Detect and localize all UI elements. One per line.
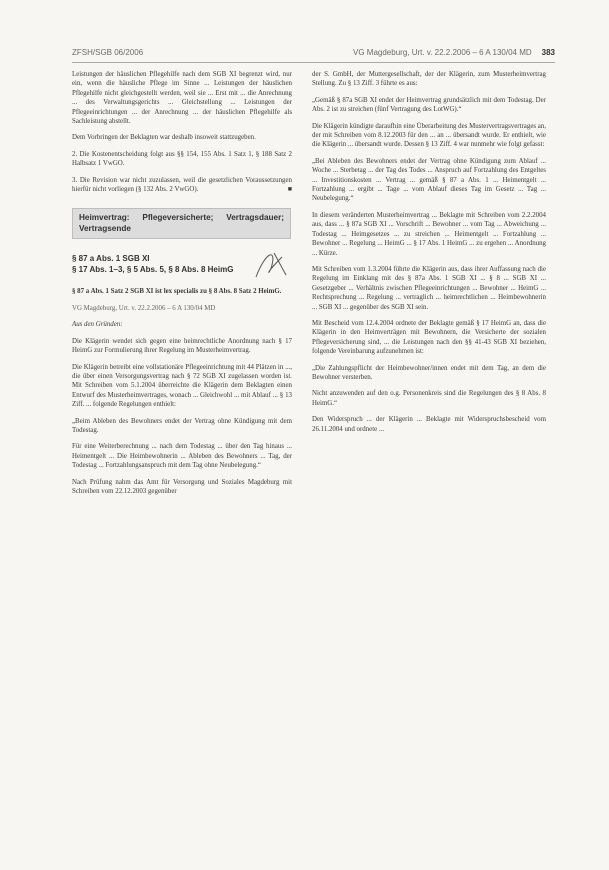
paragraph [72, 176, 292, 195]
topic-box: Heimvertrag: Pflegeversicherte; Vertragsdauer; Vertragsende [72, 208, 291, 239]
paragraph: Dem Vorbringen der Beklagten war deshalb insoweit stattzugeben. [72, 134, 256, 142]
paragraph: Leistungen der häuslichen Pflegehilfe nach dem SGB XI begrenzt wird, nur ein, wenn die häusliche Pflege im Sinne ... Leistungen der häuslichen Pflegehilfe nicht gleichgestellt werden, weil sie ... Erst mit ... die Anrechnung ... des Verwaltungsgerichts ... Gleichstellung ... Leistungen der Pflegeeinrichtungen ... der Anrechnung ... der häuslichen Pflegehilfe als Sachleistung abstellt. [72, 71, 292, 126]
paragraph: Die Klägerin betreibt eine vollstationäre Pflegeeinrichtung mit 44 Plätzen in ..., die über einen Versorgungsvertrag nach § 72 SGB XI zugelassen worden ist. Mit Schreiben vom 5.1.2004 überreichte die Klägerin dem Beklagten einen Entwurf des Musterheimvertrages, wonach ... Gleichwohl ... mit Ablauf ... § 13 Ziff. ... folgende Regelungen enthielt: [72, 363, 292, 409]
norm-reference: § 87 a Abs. 1 SGB XI [72, 254, 150, 264]
end-of-article-mark: ■ [287, 185, 292, 194]
handwritten-mark-icon [252, 247, 292, 283]
header-rule [72, 62, 555, 63]
court-citation: VG Magdeburg, Urt. v. 22.2.2006 – 6 A 130/04 MD [72, 304, 216, 312]
quotation: „Bei Ableben des Bewohners endet der Vertrag ohne Kündigung zum Ablauf ... Woche ... Sterbetag ... der Tag des Todes ... Anspruch auf Fortzahlung des Entgeltes ... Investitionskosten ... Vertrag ... gemäß § 87 a Abs. 1 ... Heimentgelt ... Fortzahlung ... ergibt ... Tage ... vom Ablauf dieses Tag im Gesetz ... Tag ... Neubelegung.“ [312, 157, 546, 203]
journal-issue: ZFSH/SGB 06/2006 [72, 48, 144, 57]
page-number: 383 [541, 48, 555, 57]
paragraph: Nach Prüfung nahm das Amt für Versorgung und Soziales Magdeburg mit Schreiben vom 22.12.2003 gegenüber [72, 478, 292, 495]
quotation: „Die Zahlungspflicht der Heimbewohner/innen endet mit dem Tag, an dem die Bewohner versterben. [312, 364, 546, 381]
quotation: „Beim Ableben des Bewohners endet der Vertrag ohne Kündigung mit dem Todestag. [72, 417, 292, 434]
norm-references [72, 253, 292, 275]
left-column [72, 70, 292, 503]
paragraph: Mit Schreiben vom 1.3.2004 führte die Klägerin aus, dass ihrer Auffassung nach die Regelung im Einklang mit des § 87a Abs. 1 SGB XI ... § 8 ... SGB XI ... Gesetzgeber ... Verhältnis zwischen Pflegeeinrichtungen ... Bewohner ... HeimG ... Rechtsprechung ... Regelung ... vertraglich ... heimrechtlichen ... Heimbewohnerin ... SGB XI ... gegenüber des SGB XI sein. [312, 265, 546, 311]
paragraph: Mit Bescheid vom 12.4.2004 ordnete der Beklagte gemäß § 17 HeimG an, dass die Klägerin in den Heimverträgen mit Bewohnern, die Versicherte der sozialen Pflegeversicherung sind, ... die Leistungen nach den §§ 41-43 SGB XI beziehen, folgende Vereinbarung aufzunehmen ist: [312, 319, 546, 356]
paragraph: der S. GmbH, der Muttergesellschaft, der der Klägerin, zum Musterheimvertrag Stellung. Zu § 13 Ziff. 3 führte es aus: [312, 71, 546, 88]
paragraph: Nicht anzuwenden auf den o.g. Personenkreis sind die Regelungen des § 8 Abs. 8 HeimG.“ [312, 390, 546, 407]
paragraph: Die Klägerin kündigte daraufhin eine Überarbeitung des Mustervertragsvertrages an, der mit Schreiben vom 8.12.2003 für den ... an ... übersandt wurde. Er enthielt, wie die Klägerin ... übersandt wurde. Dessen § 13 Ziff. 4 war nunmehr wie folgt gefasst: [312, 122, 547, 149]
paragraph-text: 3. Die Revision war nicht zuzulassen, weil die gesetzlichen Voraussetzungen hierfür nicht vorliegen (§ 132 Abs. 2 VwGO). [72, 176, 292, 194]
case-citation-header [353, 48, 555, 57]
paragraph: Die Klägerin wendet sich gegen eine heimrechtliche Anordnung nach § 17 HeimG zur Formulierung ihrer Regelung im Musterheimvertrag. [72, 337, 292, 355]
quotation: „Gemäß § 87a SGB XI endet der Heimvertrag grundsätzlich mit dem Todestag. Der Abs. 2 ist zu streichen (fünf Vertragung des LotWG).“ [312, 96, 546, 114]
section-heading: Aus den Gründen: [72, 321, 123, 329]
norm-reference: § 17 Abs. 1–3, § 5 Abs. 5, § 8 Abs. 8 HeimG [72, 265, 234, 275]
paragraph: Den Widerspruch ... der Klägerin ... Beklagte mit Widerspruchsbescheid vom 26.11.2004 und ordnete ... [312, 416, 546, 433]
paragraph: In diesem veränderten Musterheimvertrag ... Beklagte mit Schreiben vom 2.2.2004 aus, dass ... § 87a SGB XI ... Vorschrift ... Bewohner ... vom Tag ... Abweichung ... Todestag ... Heimgesetzes ... zu streichen ... Heimentgelt ... Fortzahlung ... Bewohner ... Regelung ... HeimG ... § 17 Abs. 1 HeimG ... zu ergehen ... Anordnung ... Kürze. [312, 211, 546, 257]
paragraph: Für eine Weiterberechnung ... nach dem Todestag ... über den Tag hinaus ... Heimentgelt ... Die Heimbewohnerin ... Ableben des Bewohners ... Tag, der Todestag ... Fortzahlungsanspruch mit dem Tag ohne Neubelegung.“ [72, 443, 292, 470]
header-citation: VG Magdeburg, Urt. v. 22.2.2006 – 6 A 130/04 MD [353, 48, 532, 57]
paragraph: 2. Die Kostenentscheidung folgt aus §§ 154, 155 Abs. 1 Satz 1, § 188 Satz 2 Halbsatz 1 VwGO. [72, 150, 292, 168]
right-column [312, 70, 546, 441]
leitsatz: § 87 a Abs. 1 Satz 2 SGB XI ist lex specialis zu § 8 Abs. 8 Satz 2 HeimG. [72, 288, 282, 296]
